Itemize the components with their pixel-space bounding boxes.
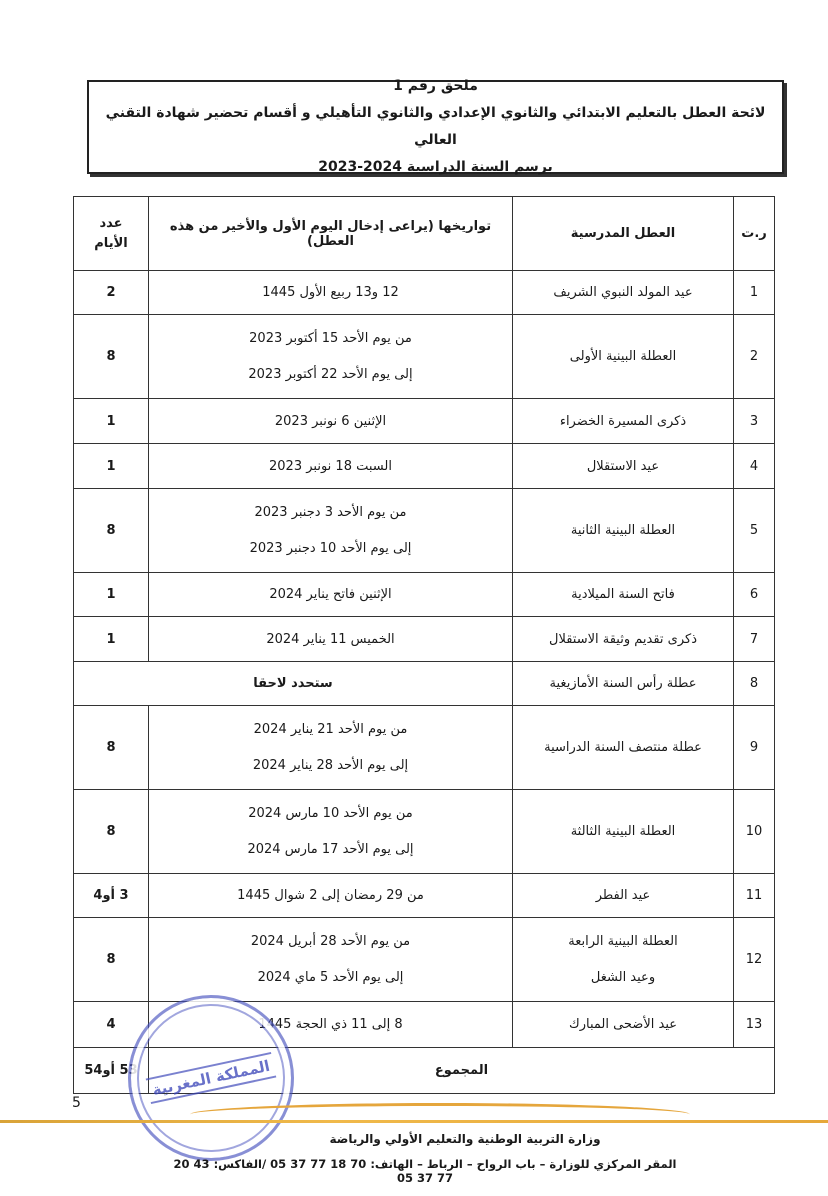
ministry-name: وزارة التربية الوطنية والتعليم الأولي والرياضة (329, 1132, 601, 1146)
footer-divider (0, 1120, 828, 1123)
table-row: 13 عيد الأضحى المبارك 8 إلى 11 ذي الحجة 1445 4 (74, 1002, 775, 1048)
total-row (74, 1048, 775, 1094)
col-header-dates: تواريخها (يراعى إدخال اليوم الأول والأخير من هذه العطل) (149, 197, 513, 271)
total-label: المجموع (149, 1048, 775, 1094)
page-number: 5 (72, 1095, 81, 1111)
total-days: 53 أو54 (74, 1048, 149, 1094)
table-row: 4 عيد الاستقلال السبت 18 نونبر 2023 1 (74, 444, 775, 489)
holidays-table (73, 196, 775, 1094)
table-row: 9 عطلة منتصف السنة الدراسية من يوم الأحد 21 يناير 2024 إلى يوم الأحد 28 يناير 2024 8 (74, 706, 775, 790)
col-header-days: عدد الأيام (74, 197, 149, 271)
table-row: 12 العطلة البينية الرابعة وعيد الشغل من يوم الأحد 28 أبريل 2024 إلى يوم الأحد 5 ماي 2024 8 (74, 918, 775, 1002)
table-row: 7 ذكرى تقديم وثيقة الاستقلال الخميس 11 يناير 2024 1 (74, 617, 775, 662)
stamp-center-text: المملكة المغربية (146, 1052, 276, 1104)
table-row: 6 فاتح السنة الميلادية الإثنين فاتح يناير 2024 1 (74, 573, 775, 617)
annex-title: لائحة العطل بالتعليم الابتدائي والثانوي الإعدادي والثانوي التأهيلي و أقسام تحضير شهادة التقني العالي (105, 105, 766, 148)
annex-title-box (87, 80, 784, 174)
table-row: 10 العطلة البينية الثالثة من يوم الأحد 10 مارس 2024 إلى يوم الأحد 17 مارس 2024 8 (74, 790, 775, 874)
table-row: 3 ذكرى المسيرة الخضراء الإثنين 6 نونبر 2023 1 (74, 399, 775, 444)
school-year: برسم السنة الدراسية 2024-2023 (318, 159, 553, 175)
to-be-determined: ستحدد لاحقا (74, 662, 513, 706)
table-row: 11 عيد الفطر من 29 رمضان إلى 2 شوال 1445 3 أو4 (74, 874, 775, 918)
ministry-address: المقر المركزي للوزارة – باب الرواح – الرباط – الهاتف: 70 18 77 37 05 /الفاكس: 43 20 77 37 05 (173, 1157, 677, 1185)
table-row: 5 العطلة البينية الثانية من يوم الأحد 3 دجنبر 2023 إلى يوم الأحد 10 دجنبر 2023 8 (74, 489, 775, 573)
table-row: 1 عيد المولد النبوي الشريف 12 و13 ربيع الأول 1445 2 (74, 271, 775, 315)
table-header-row (74, 197, 775, 271)
col-header-holiday: العطل المدرسية (513, 197, 734, 271)
table-row: 2 العطلة البينية الأولى من يوم الأحد 15 أكتوبر 2023 إلى يوم الأحد 22 أكتوبر 2023 8 (74, 315, 775, 399)
annex-number: ملحق رقم 1 (393, 78, 478, 94)
table-row: 8 عطلة رأس السنة الأمازيغية ستحدد لاحقا (74, 662, 775, 706)
col-header-num: ر.ت (734, 197, 775, 271)
